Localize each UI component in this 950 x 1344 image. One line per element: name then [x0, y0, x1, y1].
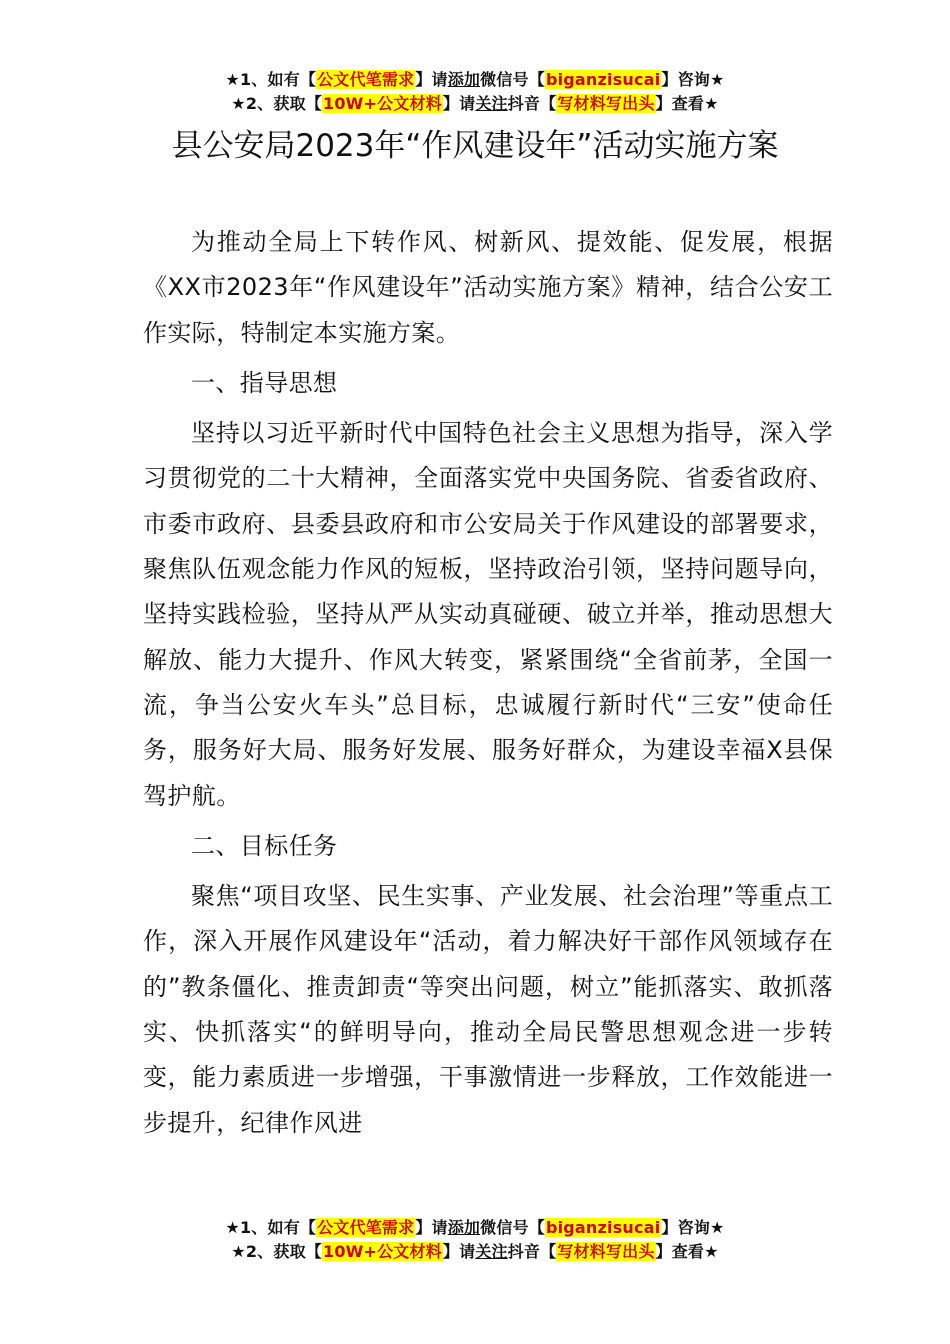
section-heading-guiding-ideology: 一、指导思想 — [191, 368, 338, 397]
banner-text: 1、如有【 — [239, 1218, 317, 1237]
star-icon: ★ — [231, 94, 246, 113]
banner-emphasis: 添加 — [447, 70, 481, 89]
document-title: 县公安局2023年“作风建设年”活动实施方案 — [171, 128, 779, 164]
banner-text: 】请 — [442, 94, 476, 113]
banner-text: 】查看 — [655, 1242, 705, 1261]
banner-line-2 — [0, 1240, 950, 1264]
highlight-materials: 10W+公文材料 — [322, 94, 442, 113]
banner-text: 微信号【 — [480, 1218, 545, 1237]
body-paragraph: 坚持以习近平新时代中国特色社会主义思想为指导，深入学习贯彻党的二十大精神，全面落实党中央国务院、省委省政府、市委市政府、县委县政府和市公安局关于作风建设的部署要求，聚焦队伍观念能力作风的短板，坚持政治引领，坚持问题导向，坚持实践检验，坚持从严从实动真碰硬、破立并举，推动思想大解放、能力大提升、作风大转变，紧紧围绕“全省前茅，全国一流，争当公安火车头”总目标，忠诚履行新时代“三安”使命任务，服务好大局、服务好发展、服务好群众，为建设幸福X县保驾护航。 — [143, 419, 833, 810]
banner-text: 】咨询 — [661, 70, 711, 89]
banner-text: 】请 — [442, 1242, 476, 1261]
footer-banner — [0, 1216, 950, 1264]
star-icon: ★ — [231, 1242, 246, 1261]
header-banner — [0, 68, 950, 116]
banner-text: 微信号【 — [480, 70, 545, 89]
banner-text: 】查看 — [655, 94, 705, 113]
banner-text: 】请 — [415, 1218, 448, 1237]
banner-text: 抖音【 — [507, 1242, 557, 1261]
star-icon: ★ — [704, 1242, 719, 1261]
banner-emphasis: 添加 — [447, 1218, 481, 1237]
intro-paragraph: 为推动全局上下转作风、树新风、提效能、促发展，根据《XX市2023年“作风建设年”活动实施方案》精神，结合公安工作实际，特制定本实施方案。 — [143, 228, 833, 347]
banner-line-2 — [0, 92, 950, 116]
banner-text: 】咨询 — [661, 1218, 711, 1237]
banner-text: 1、如有【 — [239, 70, 317, 89]
banner-emphasis: 关注 — [475, 94, 508, 113]
highlight-wechat-id: biganzisucai — [545, 70, 661, 89]
section-heading-goals: 二、目标任务 — [191, 831, 338, 860]
highlight-service: 公文代笔需求 — [317, 70, 415, 89]
star-icon: ★ — [710, 70, 725, 89]
highlight-materials: 10W+公文材料 — [322, 1242, 442, 1261]
star-icon: ★ — [710, 1218, 725, 1237]
body-paragraph: 聚焦“项目攻坚、民生实事、产业发展、社会治理”等重点工作，深入开展作风建设年“活动，着力解决好干部作风领域存在的”教条僵化、推责卸责“等突出问题，树立”能抓落实、敢抓落实、快抓落实“的鲜明导向，推动全局民警思想观念进一步转变，能力素质进一步增强，干事激情进一步释放，工作效能进一步提升，纪律作风进 — [143, 882, 833, 1137]
star-icon: ★ — [225, 1218, 240, 1237]
banner-text: 2、获取【 — [245, 94, 322, 113]
banner-line-1 — [0, 1216, 950, 1240]
banner-emphasis: 关注 — [475, 1242, 508, 1261]
highlight-service: 公文代笔需求 — [317, 1218, 415, 1237]
banner-text: 】请 — [415, 70, 448, 89]
star-icon: ★ — [704, 94, 719, 113]
document-body — [143, 220, 833, 1146]
star-icon: ★ — [225, 70, 240, 89]
highlight-douyin: 写材料写出头 — [557, 94, 655, 113]
banner-line-1 — [0, 68, 950, 92]
banner-text: 抖音【 — [507, 94, 557, 113]
banner-text: 2、获取【 — [245, 1242, 322, 1261]
highlight-douyin: 写材料写出头 — [557, 1242, 655, 1261]
highlight-wechat-id: biganzisucai — [545, 1218, 661, 1237]
